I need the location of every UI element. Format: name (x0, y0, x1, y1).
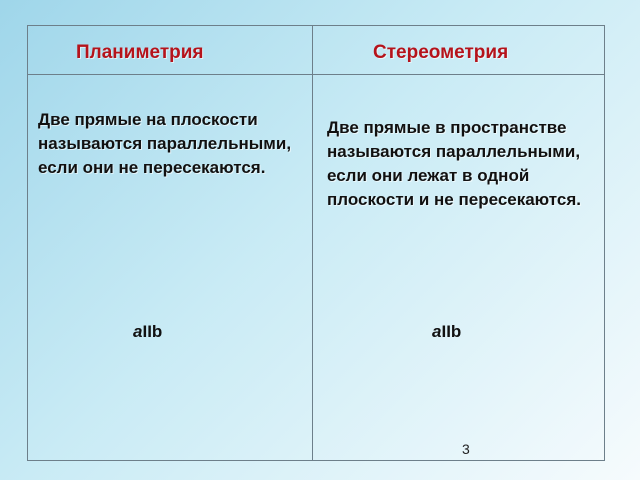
comparison-table-frame (27, 25, 605, 461)
column-divider (312, 25, 313, 461)
planimetry-title: Планиметрия (76, 42, 204, 63)
slide-number: 3 (462, 441, 470, 457)
stereometry-notation-rest: IIb (441, 322, 462, 341)
planimetry-definition: Две прямые на плоскости называются параллельными, если они не пересекаются. (38, 110, 292, 177)
stereometry-definition: Две прямые в пространстве называются параллельными, если они лежат в одной плоскости и не пересекаются. (327, 118, 581, 209)
stereometry-notation (432, 322, 461, 342)
planimetry-notation-rest: IIb (142, 322, 163, 341)
header-divider (27, 74, 605, 75)
planimetry-notation (133, 322, 162, 342)
stereometry-title: Стереометрия (373, 42, 509, 63)
planimetry-notation-var: a (133, 322, 143, 341)
stereometry-notation-var: a (432, 322, 442, 341)
